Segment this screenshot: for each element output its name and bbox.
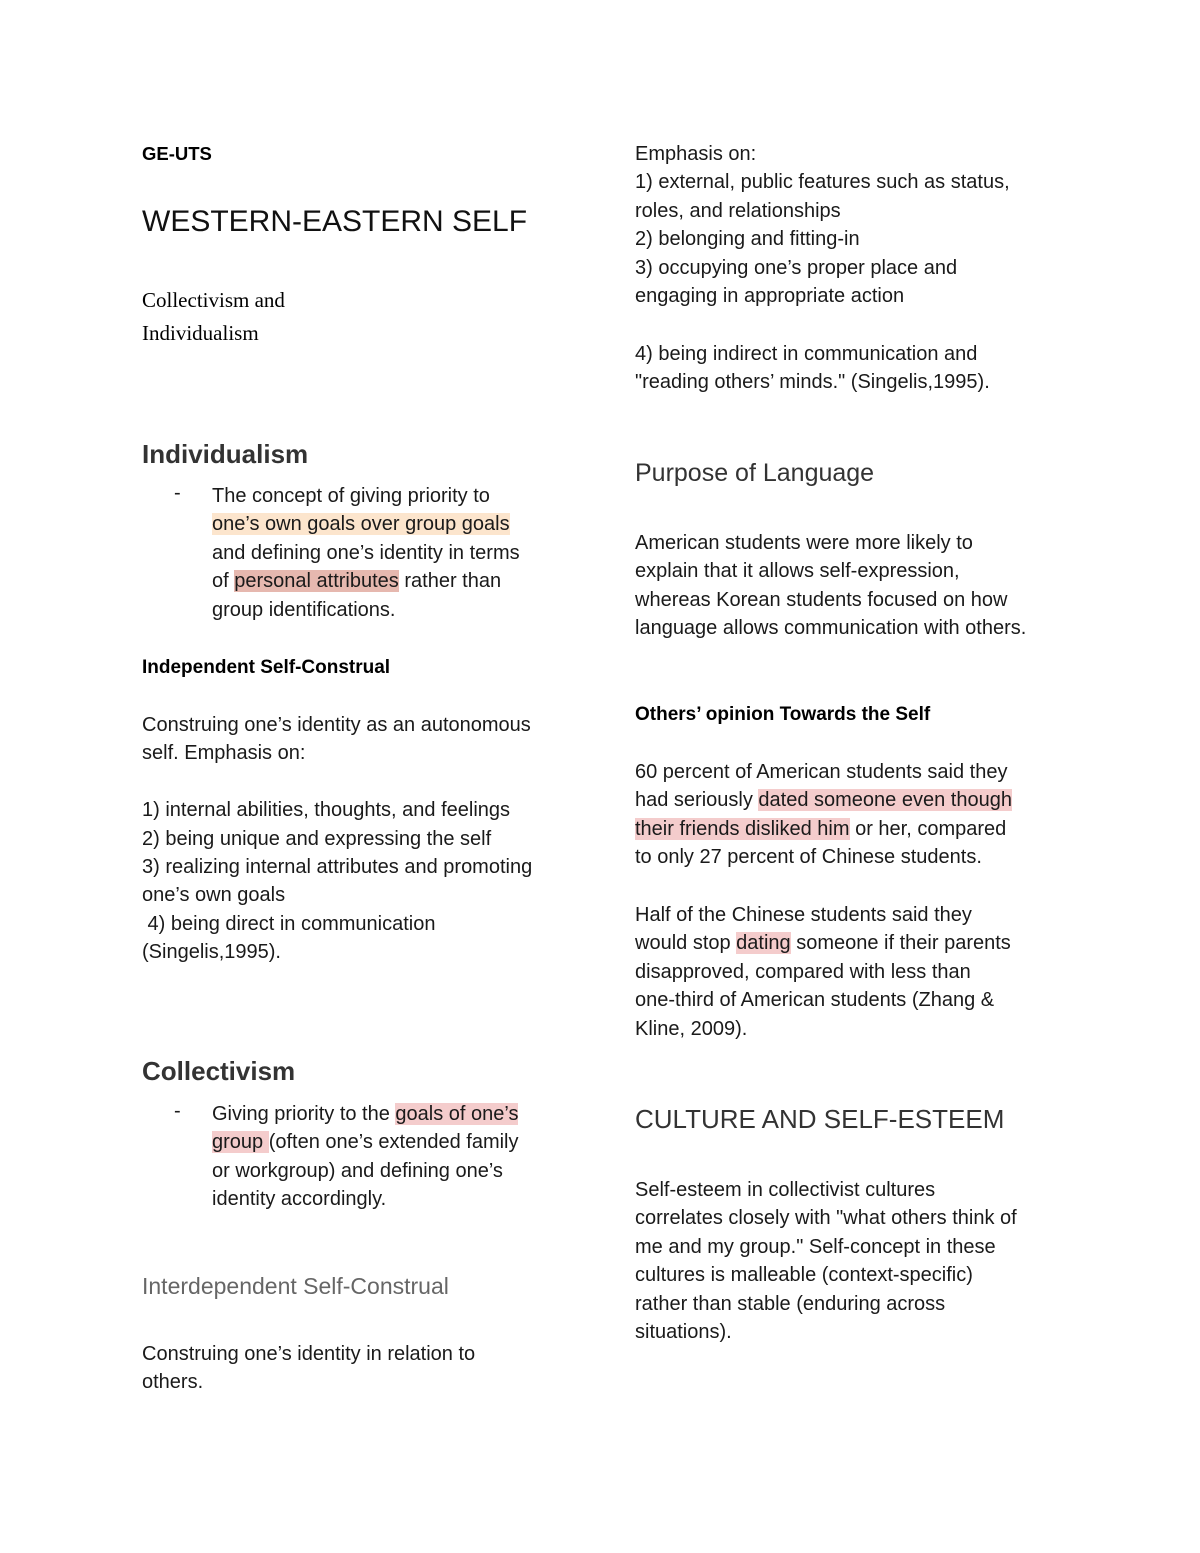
text-line: Giving priority to the goals of one’s xyxy=(212,1103,519,1125)
subtitle-line-2: Individualism xyxy=(142,321,259,345)
text-line: Construing one’s identity in relation to xyxy=(142,1343,476,1365)
independent-text xyxy=(142,711,532,967)
text-line: language allows communication with others. xyxy=(635,617,1027,640)
text-line: cultures is malleable (context-specific) xyxy=(635,1264,973,1287)
bullet-dash: - xyxy=(174,1100,181,1122)
text-line: explain that it allows self-expression, xyxy=(635,560,960,583)
text-line: 4) being direct in communication xyxy=(142,912,436,935)
text-line: (Singelis,1995). xyxy=(142,941,281,964)
subtitle-line-1: Collectivism and xyxy=(142,288,285,312)
text-line: and defining one’s identity in terms xyxy=(212,541,520,564)
interdependent-heading: Interdependent Self-Construal xyxy=(142,1273,449,1299)
text-line: 3) realizing internal attributes and promoting xyxy=(142,856,533,879)
text-line: 2) being unique and expressing the self xyxy=(142,827,492,850)
text-line: correlates closely with "what others think of xyxy=(635,1207,1017,1230)
text-line: 2) belonging and fitting-in xyxy=(635,228,860,251)
individualism-heading: Individualism xyxy=(142,439,309,469)
text-line: 1) internal abilities, thoughts, and feelings xyxy=(142,799,511,822)
text-line: of personal attributes rather than xyxy=(212,570,502,593)
text-line: disapproved, compared with less than xyxy=(635,960,971,983)
highlight: dated someone even though xyxy=(758,789,1012,812)
culture-heading: CULTURE AND SELF-ESTEEM xyxy=(635,1104,1005,1134)
culture-text xyxy=(635,1176,1017,1346)
bullet-dash: - xyxy=(174,482,181,504)
highlight: their friends disliked him xyxy=(635,817,850,840)
purpose-heading: Purpose of Language xyxy=(635,459,875,487)
text-line: identity accordingly. xyxy=(212,1188,387,1211)
interdependent-emphasis xyxy=(635,140,1010,310)
text-line: Kline, 2009). xyxy=(635,1017,748,1040)
highlight: goals of one’s xyxy=(395,1103,519,1125)
highlight: personal attributes xyxy=(234,570,399,593)
course-code: GE-UTS xyxy=(142,143,212,164)
text-line: group (often one’s extended family xyxy=(212,1131,519,1154)
interdependent-text xyxy=(142,1340,475,1397)
purpose-text xyxy=(635,529,1026,643)
text-line: one-third of American students (Zhang & xyxy=(635,989,995,1012)
interdependent-emphasis-2 xyxy=(635,340,990,397)
text-line: whereas Korean students focused on how xyxy=(635,588,1008,611)
highlight: group xyxy=(212,1131,269,1154)
text-line: had seriously dated someone even though xyxy=(635,789,1012,812)
opinion-paragraph-2 xyxy=(635,901,1011,1043)
text-line: group identifications. xyxy=(212,598,396,621)
text-line: one’s own goals xyxy=(142,884,286,907)
text-line: roles, and relationships xyxy=(635,199,841,222)
text-line: Self-esteem in collectivist cultures xyxy=(635,1179,936,1201)
highlight: dating xyxy=(736,932,791,955)
text-line: Half of the Chinese students said they xyxy=(635,904,972,926)
text-line: 4) being indirect in communication and xyxy=(635,343,978,365)
text-line: 3) occupying one’s proper place and xyxy=(635,256,958,279)
text-line: would stop dating someone if their parents xyxy=(635,932,1011,955)
text-line: situations). xyxy=(635,1321,732,1344)
document-title: WESTERN-EASTERN SELF xyxy=(142,205,528,238)
text-line: me and my group." Self-concept in these xyxy=(635,1235,996,1258)
text-line: or workgroup) and defining one’s xyxy=(212,1159,503,1182)
text-line: their friends disliked him or her, compared xyxy=(635,817,1007,840)
independent-heading: Independent Self-Construal xyxy=(142,657,391,678)
text-line: Construing one’s identity as an autonomous xyxy=(142,714,531,736)
text-line: The concept of giving priority to xyxy=(212,485,490,507)
opinion-heading: Others’ opinion Towards the Self xyxy=(635,704,931,725)
highlight: one’s own goals over group goals xyxy=(212,513,510,536)
text-line: engaging in appropriate action xyxy=(635,285,905,308)
text-line: others. xyxy=(142,1371,204,1394)
text-line: to only 27 percent of Chinese students. xyxy=(635,846,982,869)
text-line: rather than stable (enduring across xyxy=(635,1292,946,1315)
text-line: Emphasis on: xyxy=(635,143,757,165)
text-line: 1) external, public features such as status, xyxy=(635,171,1010,194)
text-line: American students were more likely to xyxy=(635,532,973,554)
text-line xyxy=(212,510,592,538)
opinion-paragraph-1 xyxy=(635,758,1012,872)
text-line: "reading others’ minds." (Singelis,1995). xyxy=(635,371,990,394)
text-line: self. Emphasis on: xyxy=(142,742,306,765)
collectivism-heading: Collectivism xyxy=(142,1056,296,1086)
text-line xyxy=(142,768,532,796)
text-line: 60 percent of American students said they xyxy=(635,761,1008,783)
